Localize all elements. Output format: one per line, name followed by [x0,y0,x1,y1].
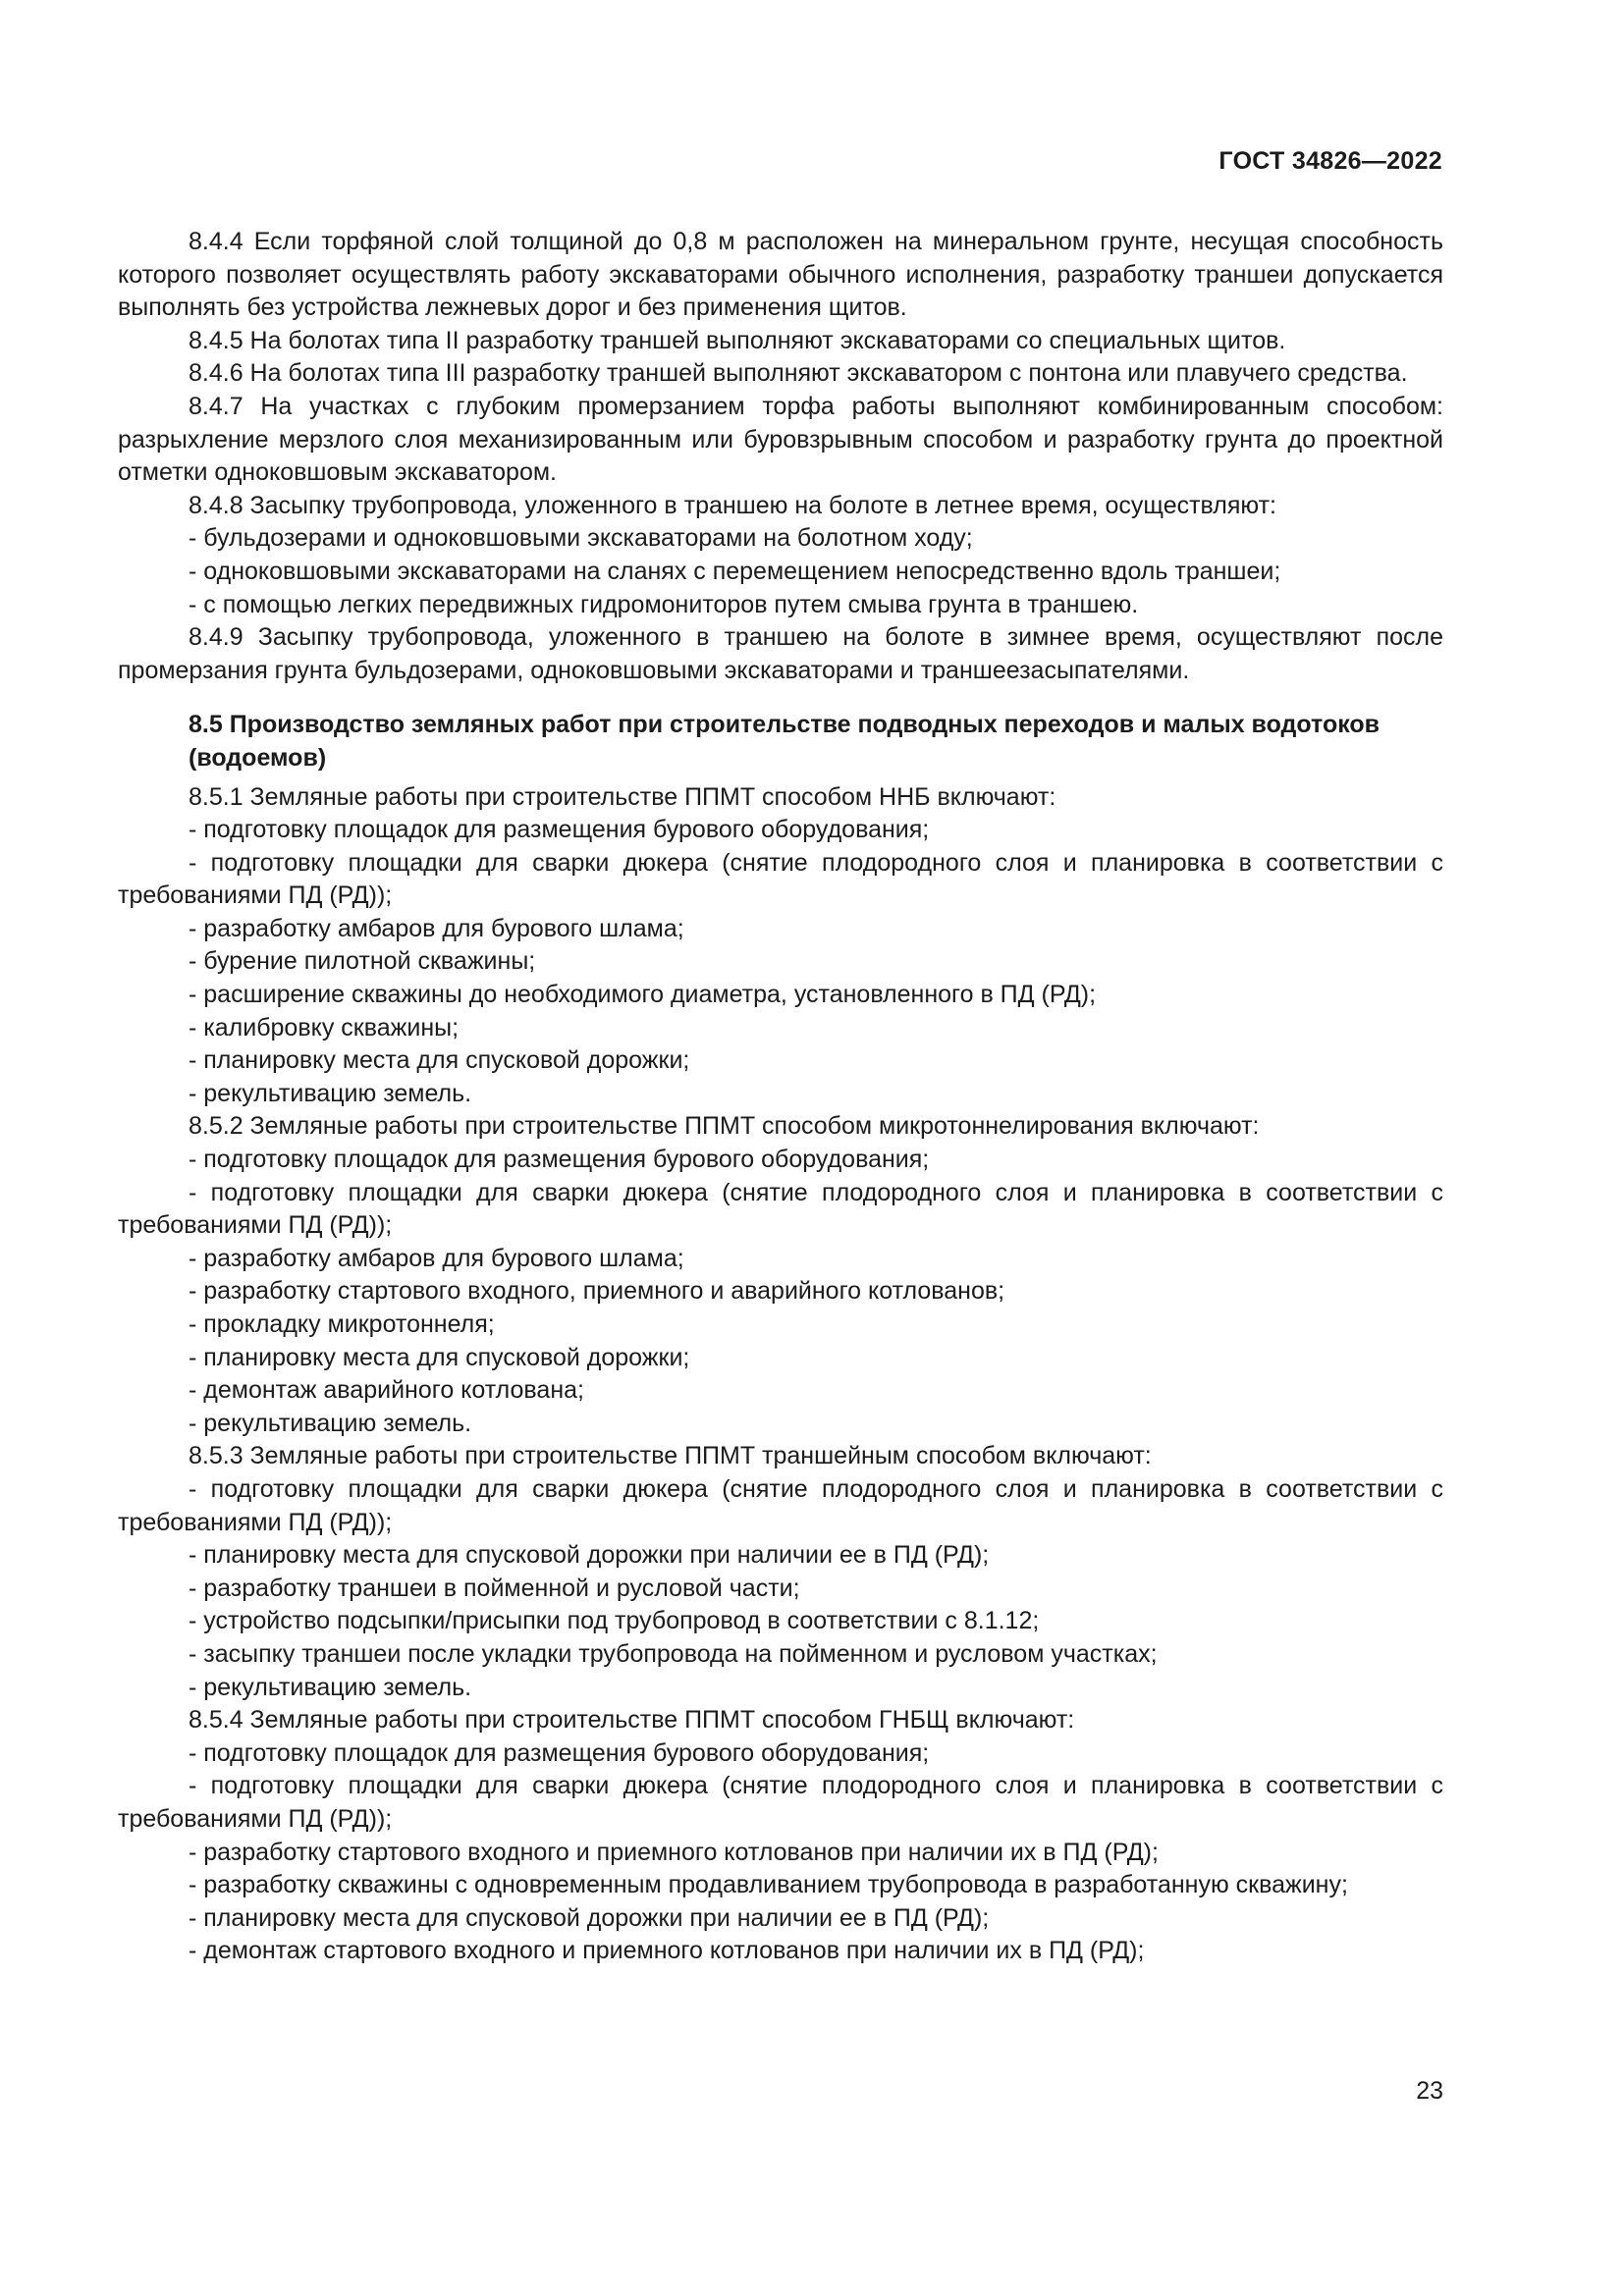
list-item: - бульдозерами и одноковшовыми экскаваторами на болотном ходу; [189,524,973,553]
list-item: - разработку амбаров для бурового шлама; [189,914,684,942]
list-item: - демонтаж стартового входного и приемного котлованов при наличии их в ПД (РД); [189,1937,1145,1965]
list-item: - планировку места для спусковой дорожки; [189,1343,690,1371]
list-item: - рекультивацию земель. [189,1079,472,1107]
list-item: - разработку стартового входного и приемного котлованов при наличии их в ПД (РД); [189,1838,1159,1866]
paragraph-8-4-7: 8.4.7 На участках с глубоким промерзанием торфа работы выполняют комбинированным способом: разрыхление мерзлого слоя механизированным или буровзрывным способом и разработку грунта до проектной отметки одноковшовым экскаватором. [118,392,1443,487]
list-item: - прокладку микротоннеля; [189,1310,495,1338]
list-item: - подготовку площадки для сварки дюкера (снятие плодородного слоя и планировка в соответствии с требованиями ПД (РД)); [118,1474,1443,1536]
list-item: - расширение скважины до необходимого диаметра, установленного в ПД (РД); [189,981,1097,1009]
section-heading-8-5: 8.5 Производство земляных работ при строительстве подводных переходов и малых водотоков (водоемов) [189,711,1380,772]
list-item: - разработку траншеи в пойменной и русловой части; [189,1574,800,1602]
list-item: - разработку скважины с одновременным продавливанием трубопровода в разработанную скважину; [189,1871,1348,1899]
list-item: - подготовку площадок для размещения бурового оборудования; [189,816,930,844]
list-item: - рекультивацию земель. [189,1673,472,1701]
paragraph-8-4-5: 8.4.5 На болотах типа II разработку траншей выполняют экскаваторами со специальных щитов. [189,326,1286,354]
paragraph-8-5-2: 8.5.2 Земляные работы при строительстве ППМТ способом микротоннелирования включают: [189,1112,1260,1141]
paragraph-8-5-4: 8.5.4 Земляные работы при строительстве ППМТ способом ГНБЩ включают: [189,1706,1075,1735]
document-header: ГОСТ 34826—2022 [1218,147,1442,175]
list-item: - подготовку площадки для сварки дюкера (снятие плодородного слоя и планировка в соответствии с требованиями ПД (РД)); [118,848,1443,910]
document-body [118,226,1443,1968]
paragraph-8-5-3: 8.5.3 Земляные работы при строительстве ППМТ траншейным способом включают: [189,1442,1152,1470]
list-item: - калибровку скважины; [189,1013,460,1041]
paragraph-8-4-8: 8.4.8 Засыпку трубопровода, уложенного в траншею на болоте в летнее время, осуществляют: [189,491,1276,519]
paragraph-8-4-9: 8.4.9 Засыпку трубопровода, уложенного в траншею на болоте в зимнее время, осуществляют после промерзания грунта бульдозерами, одноковшовыми экскаваторами и траншеезасыпателями. [118,623,1443,684]
list-item: - подготовку площадок для размещения бурового оборудования; [189,1738,930,1767]
list-item: - планировку места для спусковой дорожки при наличии ее в ПД (РД); [189,1541,990,1570]
paragraph-8-5-1: 8.5.1 Земляные работы при строительстве ППМТ способом ННБ включают: [189,782,1056,811]
list-item: - разработку амбаров для бурового шлама; [189,1244,684,1272]
paragraph-8-4-4: 8.4.4 Если торфяной слой толщиной до 0,8 м расположен на минеральном грунте, несущая способность которого позволяет осуществлять работу экскаваторами обычного исполнения, разработку траншеи допускается выполнять без устройства лежневых дорог и без применения щитов. [118,228,1443,322]
list-item: - с помощью легких передвижных гидромониторов путем смыва грунта в траншею. [189,590,1139,618]
list-item: - планировку места для спусковой дорожки; [189,1046,690,1075]
list-item: - бурение пилотной скважины; [189,947,536,976]
list-item: - подготовку площадки для сварки дюкера (снятие плодородного слоя и планировка в соответствии с требованиями ПД (РД)); [118,1178,1443,1240]
list-item: - засыпку траншеи после укладки трубопровода на пойменном и русловом участках; [189,1639,1158,1668]
list-item: - одноковшовыми экскаваторами на сланях с перемещением непосредственно вдоль траншеи; [189,557,1281,585]
list-item: - устройство подсыпки/присыпки под трубопровод в соответствии с 8.1.12; [189,1607,1040,1635]
list-item: - планировку места для спусковой дорожки при наличии ее в ПД (РД); [189,1903,990,1932]
page-number: 23 [1416,2077,1443,2105]
list-item: - подготовку площадок для размещения бурового оборудования; [189,1146,930,1174]
list-item: - рекультивацию земель. [189,1409,472,1437]
paragraph-8-4-6: 8.4.6 На болотах типа III разработку траншей выполняют экскаватором с понтона или плавучего средства. [189,359,1408,388]
list-item: - разработку стартового входного, приемного и аварийного котлованов; [189,1277,1005,1306]
list-item: - демонтаж аварийного котлована; [189,1376,584,1405]
list-item: - подготовку площадки для сварки дюкера (снятие плодородного слоя и планировка в соответствии с требованиями ПД (РД)); [118,1772,1443,1833]
